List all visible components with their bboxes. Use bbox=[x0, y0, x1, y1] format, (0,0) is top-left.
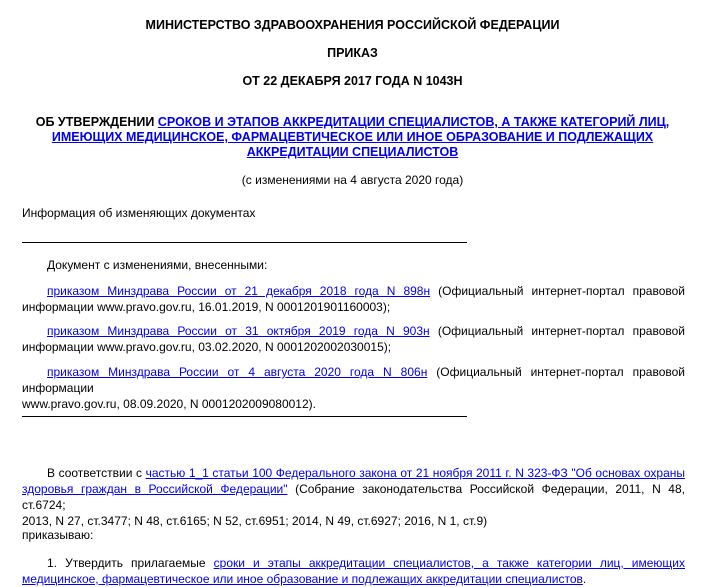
basis-prefix: В соответствии с bbox=[47, 466, 146, 480]
change-text-1b: информации www.pravo.gov.ru, 16.01.2019, N 0001201901160003); bbox=[22, 300, 391, 314]
item-1-paragraph bbox=[22, 555, 685, 587]
change-text-3b: www.pravo.gov.ru, 08.09.2020, N 0001202009080012). bbox=[22, 397, 316, 411]
item-1-suffix: . bbox=[582, 572, 587, 586]
change-link-2[interactable]: приказом Минздрава России от 31 октября 2019 года N 903н bbox=[47, 324, 430, 338]
change-text-3: (Официальный интернет-портал правовой информации bbox=[22, 365, 685, 395]
item-1-link-cont[interactable]: медицинское, фармацевтическое или иное образование и подлежащих аккредитации специалистов bbox=[22, 572, 583, 586]
basis-text-cont: 2013, N 27, ст.3477; N 48, ст.6165; N 52, ст.6951; 2014, N 49, ст.6927; 2016, N 1, ст.9) bbox=[22, 514, 488, 528]
change-entry-2 bbox=[22, 323, 685, 355]
change-entry-3 bbox=[22, 364, 685, 412]
order-word: приказываю: bbox=[22, 528, 94, 542]
title-prefix: ОБ УТВЕРЖДЕНИИ bbox=[35, 115, 158, 129]
amendments-note: (с изменениями на 4 августа 2020 года) bbox=[241, 173, 464, 187]
basis-text: (Собрание законодательства Российской Федерации, 2011, N 48, ст.6724; bbox=[22, 482, 685, 512]
document-title bbox=[0, 115, 705, 160]
info-label: Информация об изменяющих документах bbox=[22, 206, 256, 220]
basis-law-link[interactable]: частью 1_1 статьи 100 Федерального закона от 21 ноября 2011 г. N 323-ФЗ "Об основах охраны bbox=[145, 466, 685, 480]
document-date-number: ОТ 22 ДЕКАБРЯ 2017 ГОДА N 1043Н bbox=[242, 74, 463, 88]
separator-top bbox=[22, 242, 467, 243]
change-entry-1 bbox=[22, 283, 685, 315]
basis-paragraph bbox=[22, 465, 685, 529]
changes-intro: Документ с изменениями, внесенными: bbox=[47, 258, 268, 272]
ministry-heading: МИНИСТЕРСТВО ЗДРАВООХРАНЕНИЯ РОССИЙСКОЙ ФЕДЕРАЦИИ bbox=[145, 18, 560, 32]
change-text-1: (Официальный интернет-портал правовой bbox=[430, 284, 685, 298]
title-link-line-2[interactable]: ИМЕЮЩИХ МЕДИЦИНСКОЕ, ФАРМАЦЕВТИЧЕСКОЕ ИЛИ ИНОЕ ОБРАЗОВАНИЕ И ПОДЛЕЖАЩИХ bbox=[51, 130, 654, 144]
item-1-link[interactable]: сроки и этапы аккредитации специалистов, а также категории лиц, имеющих bbox=[213, 556, 685, 570]
change-text-2: (Официальный интернет-портал правовой bbox=[429, 324, 685, 338]
item-1-prefix: 1. Утвердить прилагаемые bbox=[47, 556, 214, 570]
basis-law-link-cont[interactable]: здоровья граждан в Российской Федерации" bbox=[22, 482, 288, 496]
title-link-line-3[interactable]: АККРЕДИТАЦИИ СПЕЦИАЛИСТОВ bbox=[246, 145, 459, 159]
change-link-1[interactable]: приказом Минздрава России от 21 декабря 2018 года N 898н bbox=[47, 284, 431, 298]
document-type: ПРИКАЗ bbox=[327, 46, 378, 60]
change-text-2b: информации www.pravo.gov.ru, 03.02.2020, N 0001202002030015); bbox=[22, 340, 392, 354]
separator-bottom bbox=[22, 416, 467, 417]
title-link-line-1[interactable]: СРОКОВ И ЭТАПОВ АККРЕДИТАЦИИ СПЕЦИАЛИСТОВ, А ТАКЖЕ КАТЕГОРИЙ ЛИЦ, bbox=[157, 115, 670, 129]
change-link-3[interactable]: приказом Минздрава России от 4 августа 2020 года N 806н bbox=[47, 365, 428, 379]
